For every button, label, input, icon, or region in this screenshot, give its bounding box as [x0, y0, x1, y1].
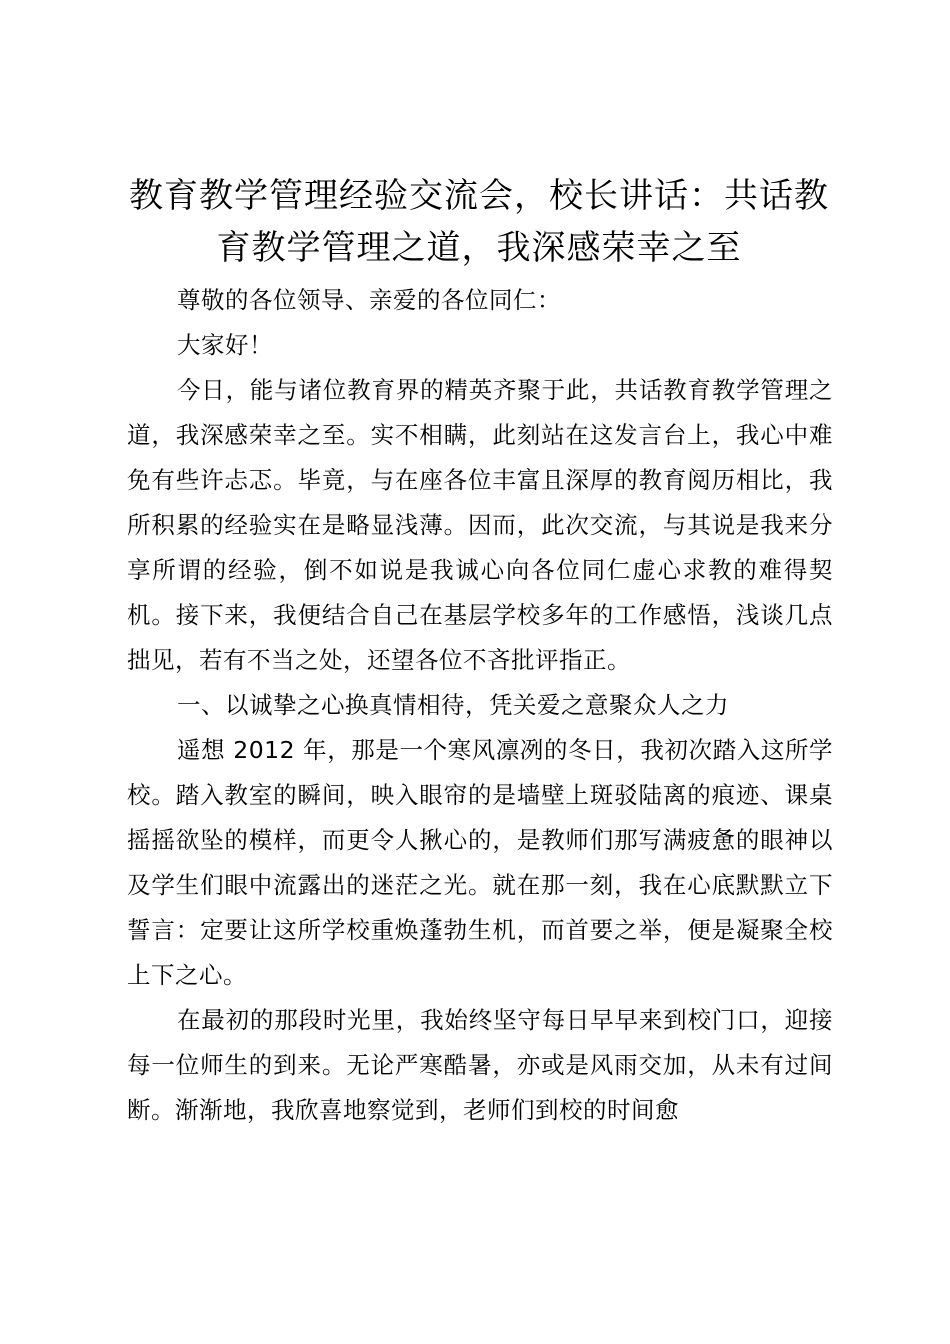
greeting: 大家好！ — [177, 331, 273, 359]
document-body — [127, 278, 833, 1133]
body-paragraph: 在最初的那段时光里，我始终坚守每日早早来到校门口，迎接每一位师生的到来。无论严寒酷暑，亦或是风雨交加，从未有过间断。渐渐地，我欣喜地察觉到，老师们到校的时间愈 — [127, 1006, 833, 1124]
salutation: 尊敬的各位领导、亲爱的各位同仁： — [177, 286, 561, 314]
document-title: 教育教学管理经验交流会，校长讲话：共话教育教学管理之道，我深感荣幸之至 — [129, 176, 829, 268]
body-paragraph: 遥想 2012 年，那是一个寒风凛冽的冬日，我初次踏入这所学校。踏入教室的瞬间，映入眼帘的是墙壁上斑驳陆离的痕迹、课桌摇摇欲坠的模样，而更令人揪心的，是教师们那写满疲惫的眼神以及学生们眼中流露出的迷茫之光。就在那一刻，我在心底默默立下誓言：定要让这所学校重焕蓬勃生机，而首要之举，便是凝聚全校上下之心。 — [127, 736, 833, 989]
section-heading: 一、以诚挚之心换真情相待，凭关爱之意聚众人之力 — [177, 691, 729, 719]
body-paragraph: 今日，能与诸位教育界的精英齐聚于此，共话教育教学管理之道，我深感荣幸之至。实不相瞒，此刻站在这发言台上，我心中难免有些许忐忑。毕竟，与在座各位丰富且深厚的教育阅历相比，我所积累的经验实在是略显浅薄。因而，此次交流，与其说是我来分享所谓的经验，倒不如说是我诚心向各位同仁虚心求教的难得契机。接下来，我便结合自己在基层学校多年的工作感悟，浅谈几点拙见，若有不当之处，还望各位不吝批评指正。 — [127, 376, 833, 674]
